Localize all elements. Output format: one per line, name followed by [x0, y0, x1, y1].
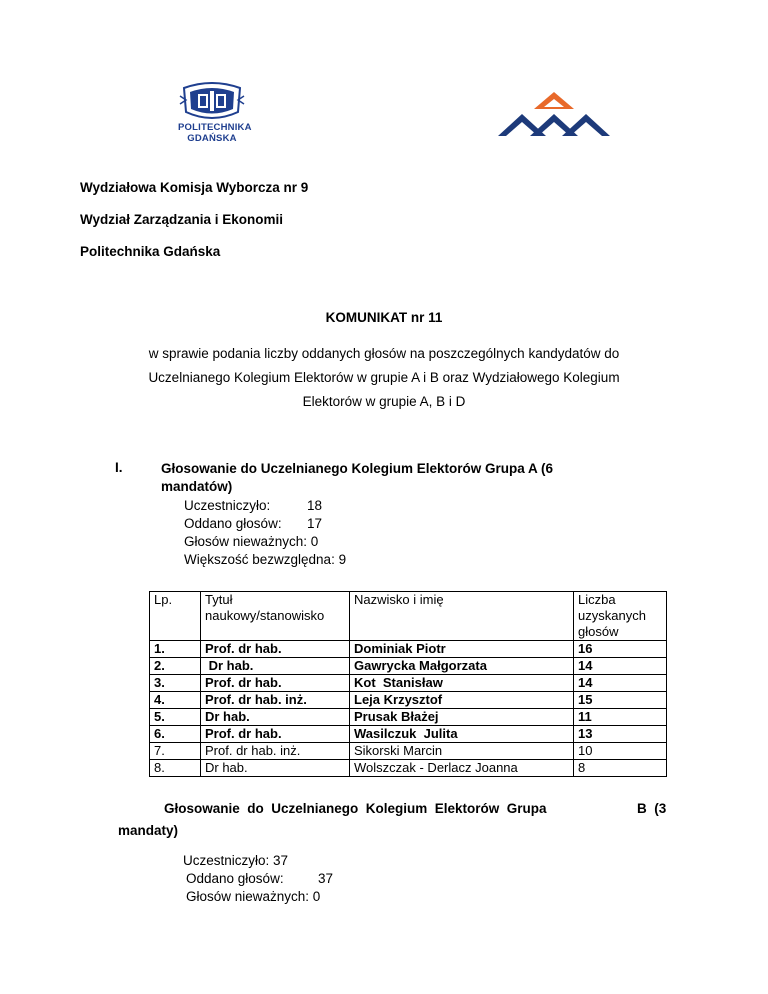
row-votes: 14: [574, 658, 667, 675]
row-name: Dominiak Piotr: [350, 641, 574, 658]
row-name: Kot Stanisław: [350, 675, 574, 692]
pg-logo: [178, 82, 252, 152]
row-name: Leja Krzysztof: [350, 692, 574, 709]
row-title: Prof. dr hab.: [201, 641, 350, 658]
subtitle: [80, 342, 688, 414]
faculty-logo-icon: [498, 92, 610, 138]
row-lp: 1.: [150, 641, 201, 658]
subtitle-line3: Elektorów w grupie A, B i D: [302, 394, 466, 409]
votes-value: 17: [307, 516, 323, 531]
page-title: KOMUNIKAT nr 11: [325, 310, 443, 325]
row-title: Prof. dr hab. inż.: [201, 743, 350, 760]
row-name: Gawrycka Małgorzata: [350, 658, 574, 675]
pg-emblem-icon: [178, 82, 246, 122]
header-lp: Lp.: [150, 592, 201, 641]
section1-heading-line1: Głosowanie do Uczelnianego Kolegium Elektorów Grupa A (6: [161, 461, 554, 476]
section1-heading: [161, 460, 553, 496]
row-title: Dr hab.: [201, 658, 350, 675]
section2-heading-line1: Głosowanie do Uczelnianego Kolegium Elektorów Grupa: [164, 801, 547, 816]
row-lp: 8.: [150, 760, 201, 777]
header-commission: Wydziałowa Komisja Wyborcza nr 9: [80, 180, 309, 195]
row-name: Prusak Błażej: [350, 709, 574, 726]
row-votes: 14: [574, 675, 667, 692]
row-lp: 7.: [150, 743, 201, 760]
row-title: Prof. dr hab. inż.: [201, 692, 350, 709]
row-title: Prof. dr hab.: [201, 675, 350, 692]
row-lp: 2.: [150, 658, 201, 675]
row-votes: 16: [574, 641, 667, 658]
row-votes: 10: [574, 743, 667, 760]
section2-votes-row: [183, 870, 333, 888]
table-row: [150, 641, 667, 658]
invalid-votes: Głosów nieważnych: 0: [184, 534, 319, 549]
section2-votes-value: 37: [318, 871, 334, 886]
header-title: Tytuł naukowy/stanowisko: [201, 592, 350, 641]
table-header-row: [150, 592, 667, 641]
table-row: [150, 658, 667, 675]
section2-heading-line2: mandaty): [118, 823, 179, 838]
row-lp: 6.: [150, 726, 201, 743]
faculty-logo: [498, 92, 610, 138]
section2-heading-line1-end: B (3: [637, 801, 667, 816]
pg-logo-line2: GDAŃSKA: [187, 133, 237, 144]
row-votes: 13: [574, 726, 667, 743]
row-votes: 8: [574, 760, 667, 777]
section2-participated: Uczestniczyło: 37: [183, 853, 289, 868]
participated-value: 18: [307, 498, 323, 513]
table-row: [150, 760, 667, 777]
row-votes: 11: [574, 709, 667, 726]
section1-heading-line2: mandatów): [161, 479, 233, 494]
row-title: Dr hab.: [201, 760, 350, 777]
results-table: [149, 591, 667, 777]
row-name: Wolszczak - Derlacz Joanna: [350, 760, 574, 777]
section2-votes-label: Oddano głosów:: [186, 871, 284, 886]
table-row: [150, 675, 667, 692]
subtitle-line1: w sprawie podania liczby oddanych głosów na poszczególnych kandydatów do: [148, 346, 620, 361]
table-row: [150, 743, 667, 760]
table-row: [150, 726, 667, 743]
header-votes: Liczba uzyskanych głosów: [574, 592, 667, 641]
row-name: Wasilczuk Julita: [350, 726, 574, 743]
row-votes: 15: [574, 692, 667, 709]
participated-row: [184, 497, 346, 515]
table-row: [150, 692, 667, 709]
row-lp: 5.: [150, 709, 201, 726]
header-name: Nazwisko i imię: [350, 592, 574, 641]
votes-row: [184, 515, 346, 533]
subtitle-line2: Uczelnianego Kolegium Elektorów w grupie A i B oraz Wydziałowego Kolegium: [148, 370, 620, 385]
section2-invalid: Głosów nieważnych: 0: [186, 889, 321, 904]
header-faculty: Wydział Zarządzania i Ekonomii: [80, 212, 284, 227]
row-lp: 4.: [150, 692, 201, 709]
section1-number: I.: [115, 460, 123, 475]
votes-label: Oddano głosów:: [184, 516, 282, 531]
majority: Większość bezwzględna: 9: [184, 552, 347, 567]
participated-label: Uczestniczyło:: [184, 498, 271, 513]
section2-stats: [183, 852, 333, 906]
section1-stats: [184, 497, 346, 569]
row-title: Prof. dr hab.: [201, 726, 350, 743]
table-row: [150, 709, 667, 726]
row-lp: 3.: [150, 675, 201, 692]
header-university: Politechnika Gdańska: [80, 244, 221, 259]
row-title: Dr hab.: [201, 709, 350, 726]
row-name: Sikorski Marcin: [350, 743, 574, 760]
pg-logo-line1: POLITECHNIKA: [178, 122, 252, 133]
